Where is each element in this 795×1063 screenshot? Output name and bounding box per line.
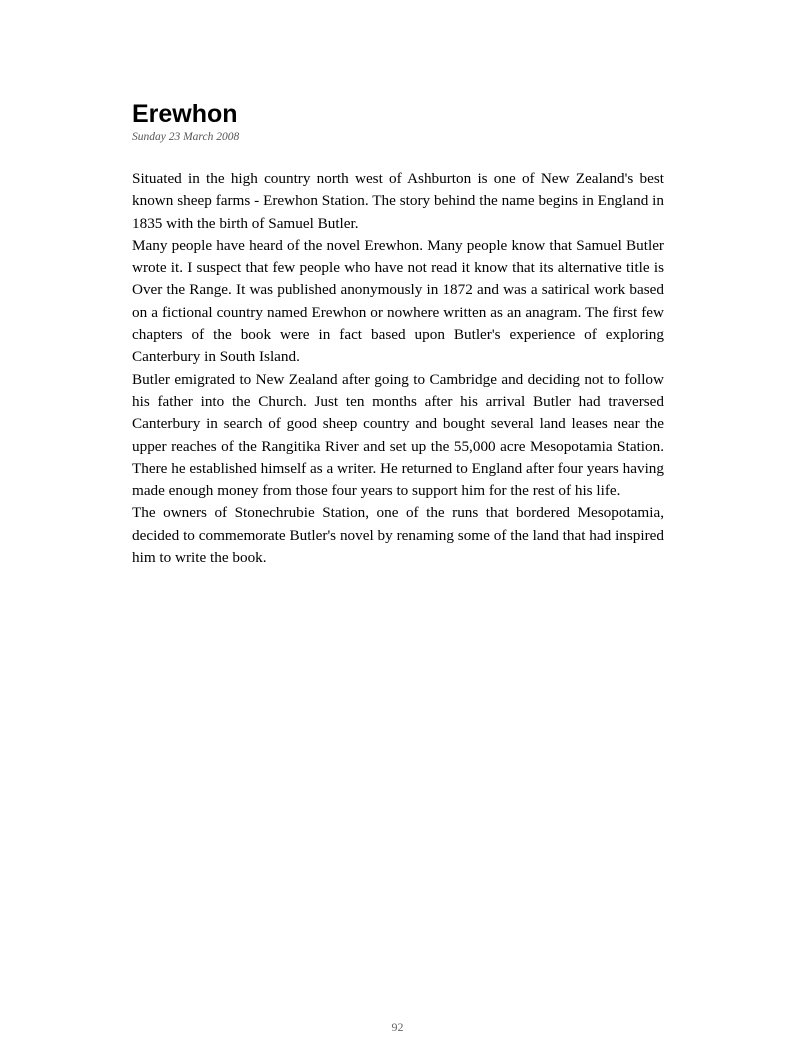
article-date: Sunday 23 March 2008 [132, 131, 240, 143]
paragraph-4: The owners of Stonechrubie Station, one of the runs that bordered Mesopotamia, decided to commemorate Butler's novel by renaming some of the land that had inspired him to write the book. [132, 504, 664, 567]
article-title: Erewhon [132, 100, 238, 128]
paragraph-1: Situated in the high country north west of Ashburton is one of New Zealand's best known sheep farms - Erewhon Station. The story behind the name begins in England in 1835 with the birth of Samuel Butler. [132, 170, 664, 232]
article-body [132, 168, 664, 569]
paragraph-3: Butler emigrated to New Zealand after going to Cambridge and deciding not to follow his father into the Church. Just ten months after his arrival Butler had traversed Canterbury in search of good sheep country and bought several land leases near the upper reaches of the Rangitika River and set up the 55,000 acre Mesopotamia Station. There he established himself as a writer. He returned to England after four years having made enough money from those four years to support him for the rest of his life. [132, 370, 664, 500]
page-number: 92 [391, 1020, 404, 1034]
article [132, 98, 664, 569]
paragraph-2: Many people have heard of the novel Erewhon. Many people know that Samuel Butler wrote it. I suspect that few people who have not read it know that its alternative title is Over the Range. It was published anonymously in 1872 and was a satirical work based on a fictional country named Erewhon or nowhere written as an anagram. The first few chapters of the book were in fact based upon Butler's experience of exploring Canterbury in South Island. [132, 236, 664, 366]
